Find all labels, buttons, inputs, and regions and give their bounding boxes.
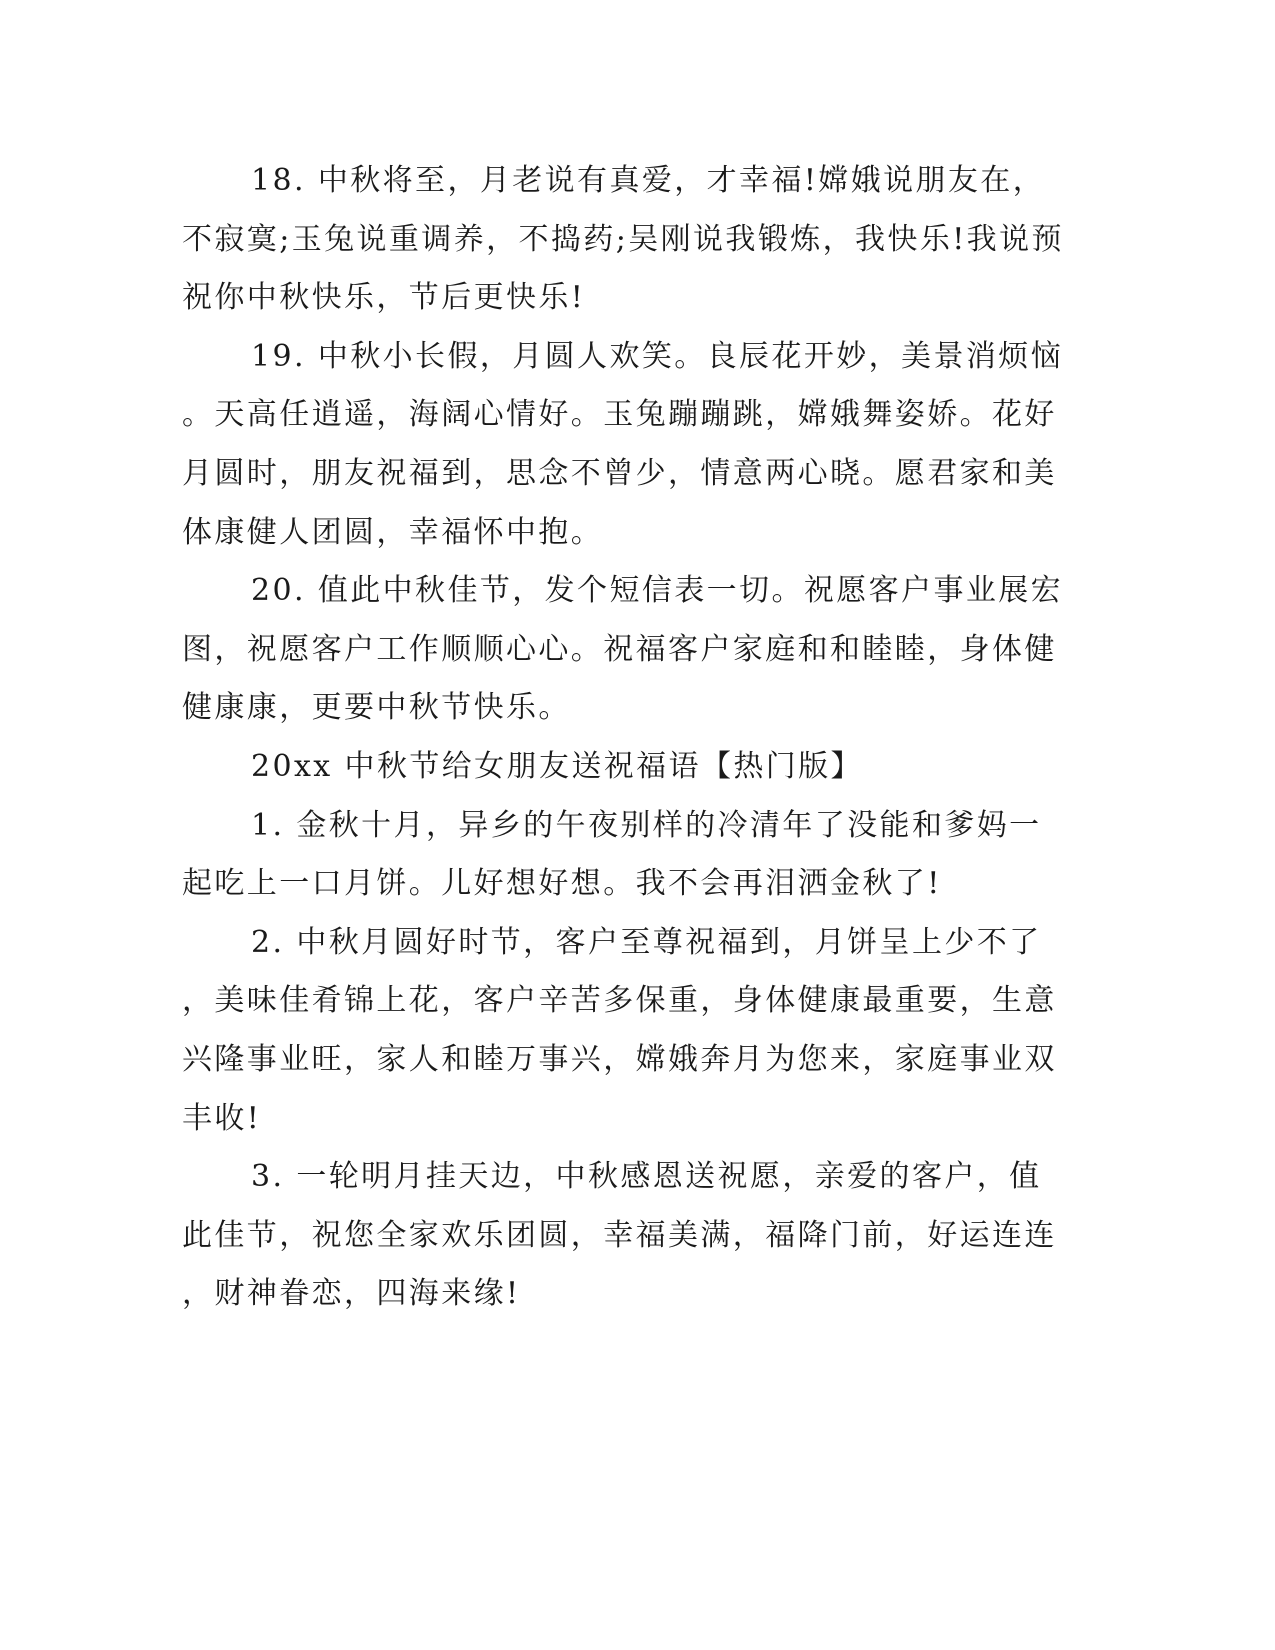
- paragraph-3-line-3: ，财神眷恋，四海来缘!: [182, 1276, 521, 1312]
- document-body: [182, 152, 1064, 1324]
- paragraph-19-line-2: 。天高任逍遥，海阔心情好。玉兔蹦蹦跳，嫦娥舞姿娇。花好: [182, 397, 1057, 433]
- paragraph-1-line-2: 起吃上一口月饼。儿好想好想。我不会再泪洒金秋了!: [182, 866, 942, 902]
- paragraph-20-line-2: 图，祝愿客户工作顺顺心心。祝福客户家庭和和睦睦，身体健: [182, 631, 1057, 667]
- paragraph-19-line-1: 19. 中秋小长假，月圆人欢笑。良辰花开妙，美景消烦恼: [251, 338, 1064, 374]
- paragraph-1-line-1: 1. 金秋十月，异乡的午夜别样的冷清年了没能和爹妈一: [251, 807, 1042, 843]
- paragraph-18-line-3: 祝你中秋快乐，节后更快乐!: [182, 280, 586, 316]
- paragraph-20-line-1: 20. 值此中秋佳节，发个短信表一切。祝愿客户事业展宏: [251, 573, 1064, 609]
- paragraph-2-line-3: 兴隆事业旺，家人和睦万事兴，嫦娥奔月为您来，家庭事业双: [182, 1041, 1057, 1077]
- paragraph-2-line-2: ，美味佳肴锦上花，客户辛苦多保重，身体健康最重要，生意: [182, 983, 1057, 1019]
- paragraph-19-line-4: 体康健人团圆，幸福怀中抱。: [182, 514, 604, 550]
- paragraph-3-line-1: 3. 一轮明月挂天边，中秋感恩送祝愿，亲爱的客户，值: [251, 1159, 1042, 1195]
- paragraph-18-line-1: 18. 中秋将至，月老说有真爱，才幸福!嫦娥说朋友在，: [251, 163, 1046, 198]
- paragraph-20-line-3: 健康康，更要中秋节快乐。: [182, 690, 571, 726]
- paragraph-19-line-3: 月圆时，朋友祝福到，思念不曾少，情意两心晓。愿君家和美: [182, 455, 1057, 491]
- paragraph-3-line-2: 此佳节，祝您全家欢乐团圆，幸福美满，福降门前，好运连连: [182, 1217, 1057, 1253]
- paragraph-18-line-2: 不寂寞;玉兔说重调养，不捣药;吴刚说我锻炼，我快乐!我说预: [182, 221, 1064, 257]
- paragraph-2-line-1: 2. 中秋月圆好时节，客户至尊祝福到，月饼呈上少不了: [251, 924, 1042, 960]
- paragraph-2-line-4: 丰收!: [182, 1100, 262, 1136]
- section-heading: 20xx 中秋节给女朋友送祝福语【热门版】: [251, 748, 863, 784]
